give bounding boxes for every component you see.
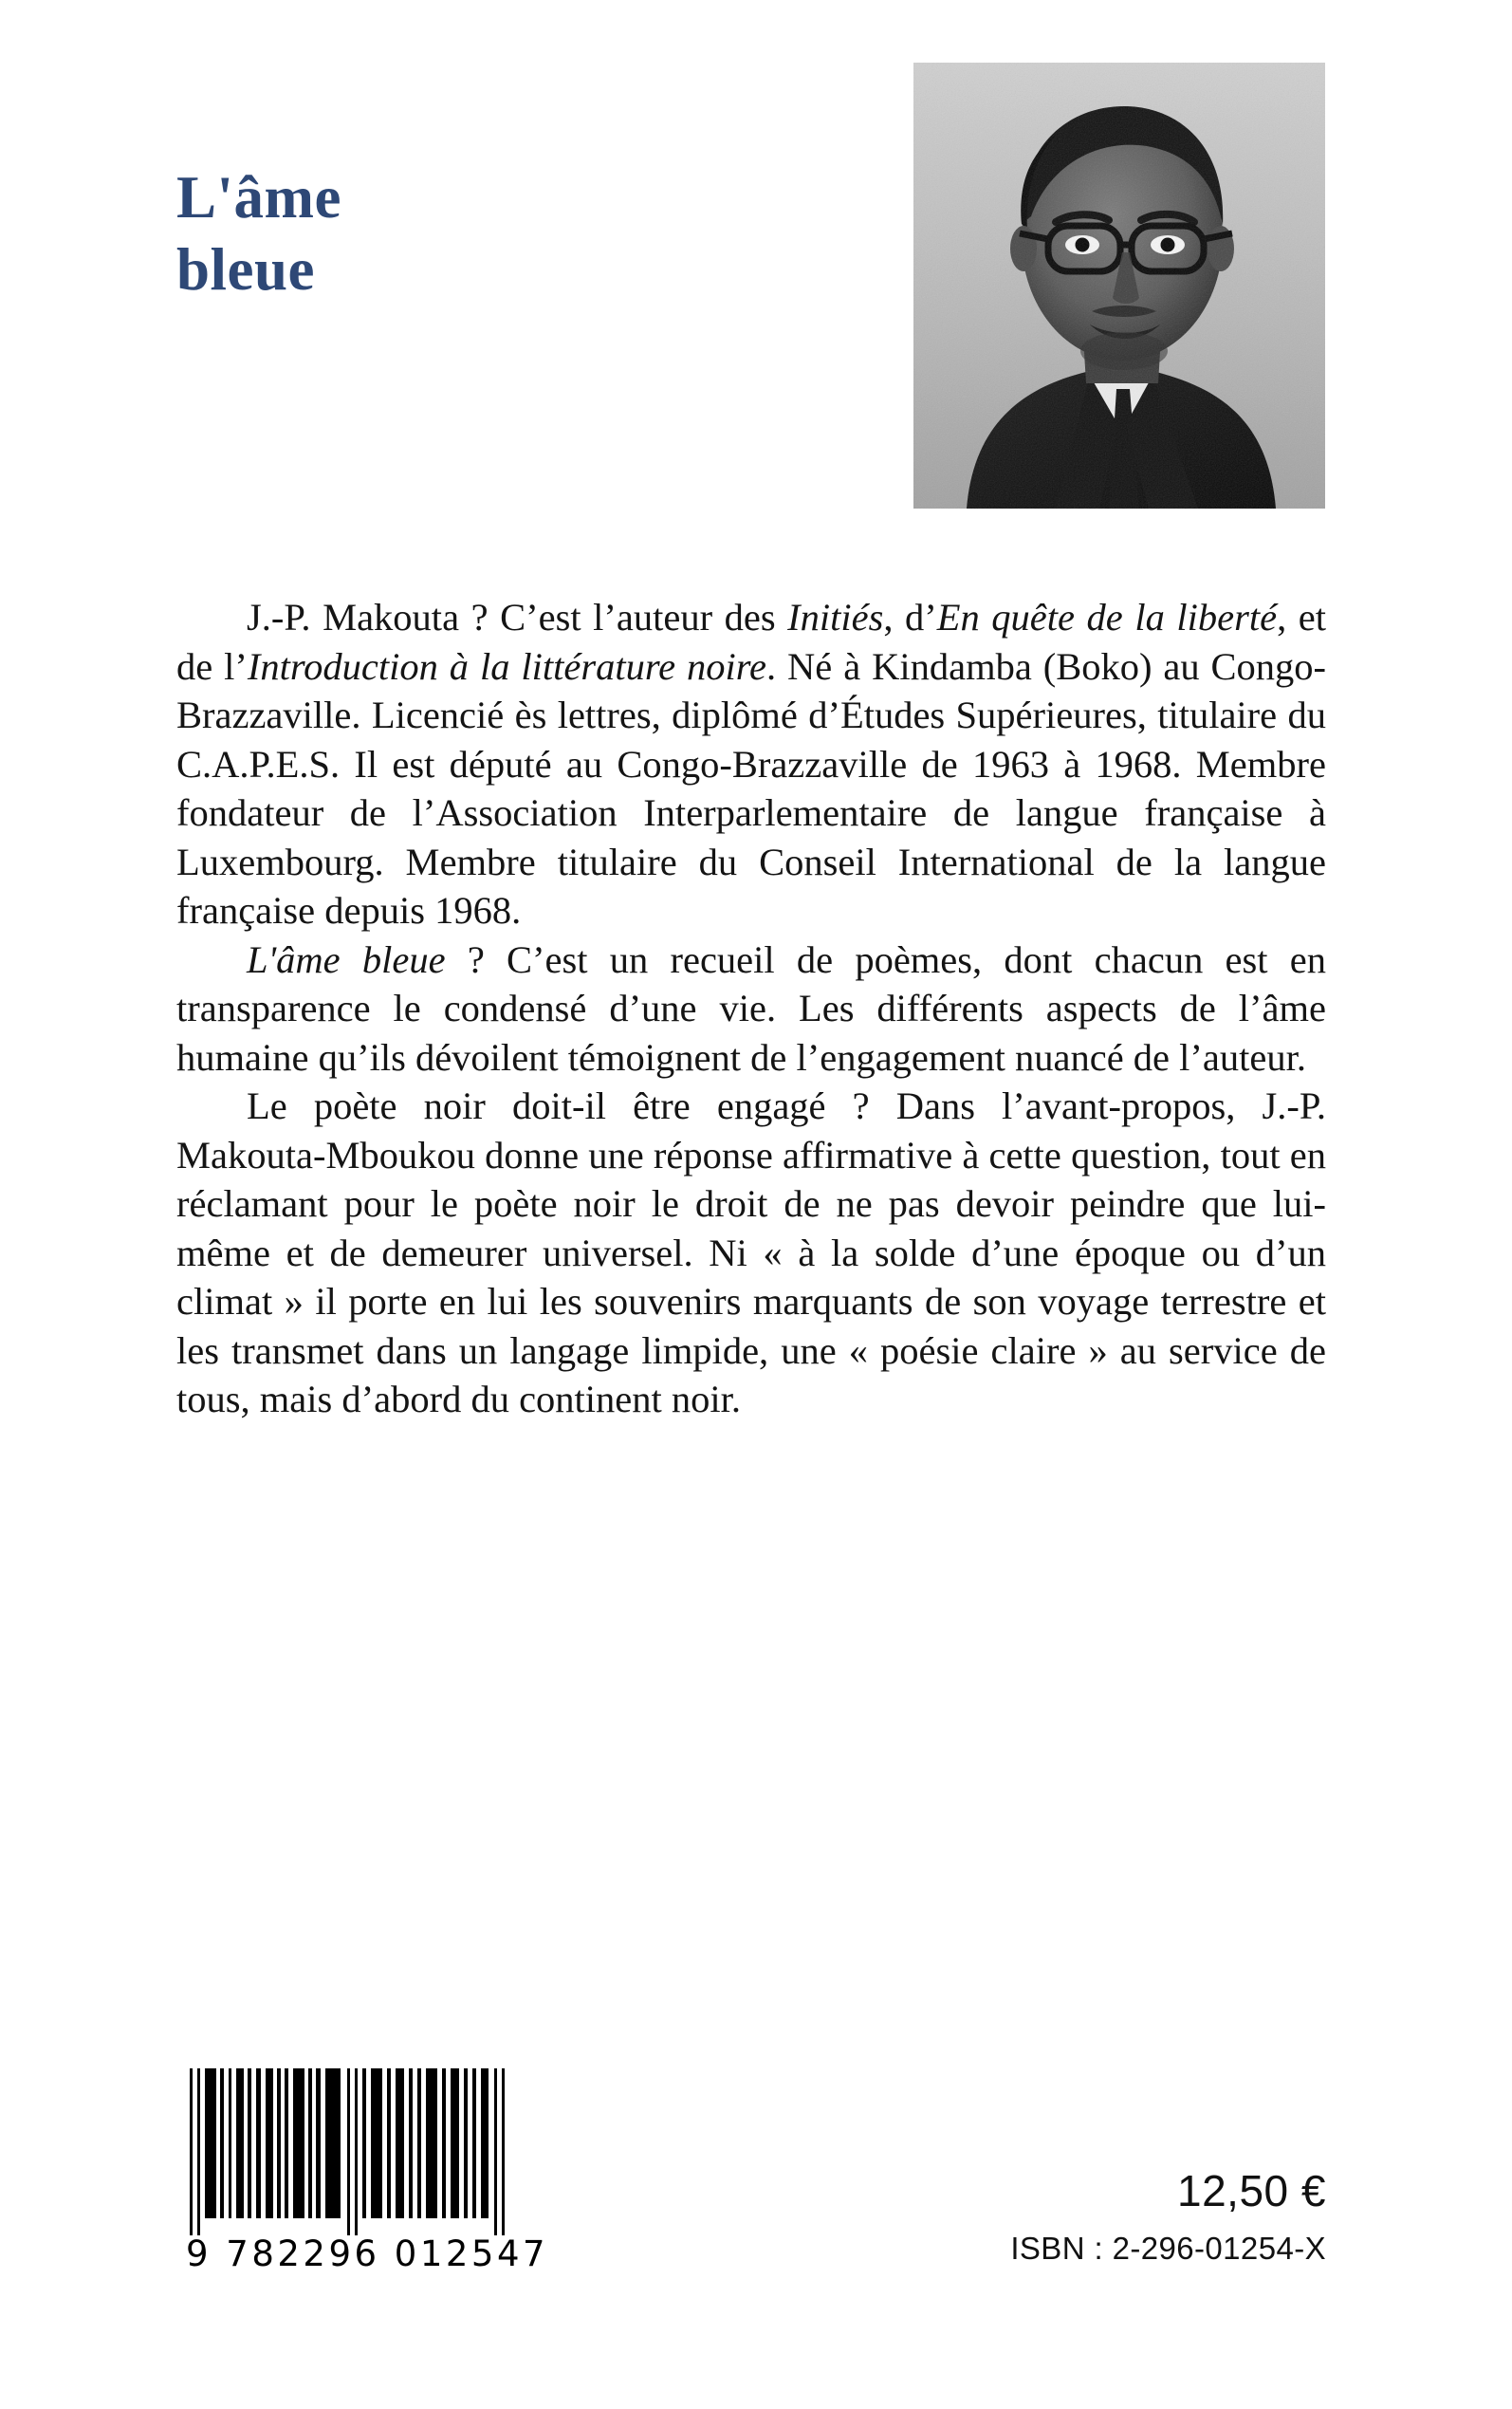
blurb-run: , d’ xyxy=(883,596,937,639)
commerce-block xyxy=(1010,2163,1326,2270)
blurb-paragraph-3 xyxy=(176,1082,1326,1424)
blurb-run: . Né à Kindamba (Boko) au Congo-Brazzaville. Licencié ès lettres, diplômé d’Études Supérieures, titulaire du C.A.P.E.S. Il est député au Congo-Brazzaville de 1963 à 1968. Membre fondateur de l’Association Interparlementaire de langue française à Luxembourg. Membre titulaire du Conseil International de la langue française depuis 1968. xyxy=(176,644,1327,932)
isbn-label: ISBN : 2-296-01254-X xyxy=(1010,2231,1326,2266)
blurb-run: ? C’est un recueil de poèmes, dont chacun est en transparence le condensé d’une vie. Les différents aspects de l’âme humaine qu’ils dévoilent témoignent de l’engagement nuancé de l’auteur. xyxy=(176,937,1326,1079)
barcode-bars xyxy=(186,2068,537,2235)
blurb-run: J.-P. Makouta ? C’est l’auteur des xyxy=(247,596,788,639)
blurb-text xyxy=(176,593,1326,1424)
author-photo xyxy=(913,63,1325,509)
blurb-title-lame-bleue: L'âme bleue xyxy=(247,937,446,981)
price-label: 12,50 € xyxy=(1177,2166,1326,2215)
blurb-run: , et de l’ xyxy=(176,596,1326,688)
blurb-title-inities: Initiés xyxy=(787,596,884,639)
book-title-line-2: bleue xyxy=(176,236,316,303)
blurb-paragraph-1 xyxy=(176,593,1326,936)
author-portrait-illustration xyxy=(913,63,1325,509)
barcode xyxy=(186,2068,565,2274)
book-title xyxy=(176,161,708,306)
blurb-title-introduction: Introduction à la littérature noire xyxy=(247,644,767,688)
barcode-digits: 9 782296 012547 xyxy=(186,2233,549,2274)
blurb-paragraph-2 xyxy=(176,936,1326,1083)
blurb-title-en-quete: En quête de la liberté xyxy=(936,596,1278,639)
book-title-line-1: L'âme xyxy=(176,164,341,231)
blurb-run: Le poète noir doit-il être engagé ? Dans l’avant-propos, J.-P. Makouta-Mboukou donne une réponse affirmative à cette question, tout en réclamant pour le poète noir le droit de ne pas devoir peindre que lui-même et de demeurer universel. Ni « à la solde d’une époque ou d’un climat » il porte en lui les souvenirs marquants de son voyage terrestre et les transmet dans un langage limpide, une « poésie claire » au service de tous, mais d’abord du continent noir. xyxy=(176,1084,1326,1420)
